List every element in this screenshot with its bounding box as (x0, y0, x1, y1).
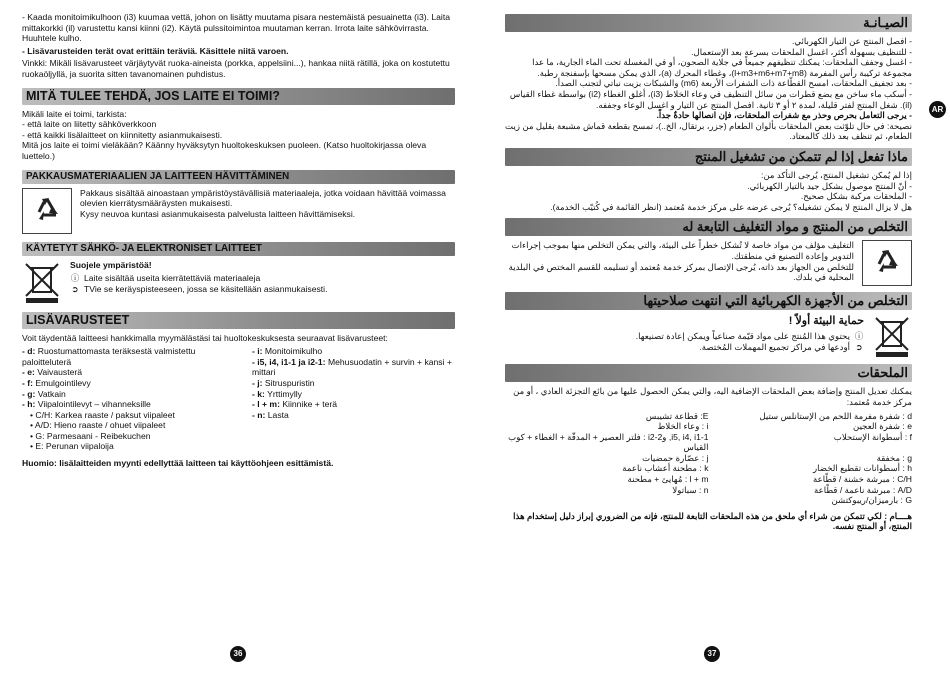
weee-block (22, 260, 455, 304)
recycle-icon (22, 188, 72, 234)
maintenance-tip: نصيحة: في حال تلوّثت بعض الملحقات بألوان الطعام (جزر، برتقال، الخ..)، تمسح بقطعة قماش مشبعة بقليل من زيت الطعام، ثم تنظف بعد ذلك كالمعتاد. (505, 120, 912, 142)
packaging-line-ar: التغليف مؤلف من مواد خاصة لا تُشكل خطراً على البيئة، والتي يمكن التخلص منها بموجب إجراءات التدوير وإعادة التصنيع في منطقتك. (511, 240, 854, 261)
accessory-key: - g: (22, 388, 36, 399)
accessories-list (22, 346, 455, 452)
right-page (475, 0, 950, 674)
maintenance-line: - افصل المنتج عن التيار الكهربائي. (791, 36, 912, 46)
accessory-text: Ruostumattomasta teräksestä valmistettu paloitteluterä (22, 346, 196, 367)
maintenance-line: - بعد تجفيف الملحقات، امسح القطّاعة ذات الشفرات الأربعة (m6) والشبكات بزيت نباتي لتجنب الصدأ. (555, 78, 912, 89)
accessory-text: Sitruspuristin (262, 377, 315, 388)
accessory-text: Monitoimikulho (262, 346, 323, 357)
weee-line (70, 273, 327, 284)
accessory-text: • A/D: Hieno raaste / ohuet viipaleet (30, 420, 166, 431)
accessory-item: j : عصّارة حمضيات (642, 452, 709, 463)
accessory-item (22, 399, 242, 410)
intro-tip: Vinkki: Mikäli lisävarusteet värjäytyvät ruoka-aineista (porkka, appelsiini...), hankaa niitä rätillä, joka on kostutettu ruokaöljyllä, ja suorita sitten tavanomainen puhdistus. (22, 58, 450, 79)
accessory-row (505, 474, 912, 485)
accessory-text: • C/H: Karkea raaste / paksut viipaleet (30, 409, 175, 420)
accessory-item: i5, i4, i1-1, وi2-2 : فلتر العصير + المدقّة + الغطاء + كوب القياس (508, 431, 709, 453)
accessory-key: - k: (252, 388, 265, 399)
maintenance-line: - اغسل وجفف الملحقات: يمكنك تنظيفهم جميعاً في جلاية الصحون، أو في المغسلة تحت الماء الجارية، ما عدا مجموعة تركيبة رأس المفرمة (l+m3+m6+m7+m8)، وغطاء المحرك (a)، الذي يمكن مسحها بإسفنجة رطبة. (532, 57, 912, 78)
accessories-note-ar: هــــام : لكي تتمكن من شراء أي ملحق من هذه الملحقات التابعة للمنتج، فإنه من الضروري إبراز دليل إستخدام هذا المنتج، أو المنتج نفسه. (513, 510, 912, 532)
accessories-heading: LISÄVARUSTEET (22, 312, 455, 329)
packaging-heading: PAKKAUSMATERIAALIEN JA LAITTEEN HÄVITTÄMINEN (22, 170, 455, 184)
maintenance-heading: الصيـانـة (505, 14, 912, 32)
trouble-line-ar: - الملحقات مركبة بشكل صحيح. (800, 191, 912, 202)
accessory-row (505, 495, 912, 506)
maintenance-warning: - يرجى التعامل بحرص وحذر مع شفرات الملحقات، فإن انصالها حادةٌ جداً. (656, 110, 912, 121)
accessory-item: A/D : مبرشة ناعمة / قطّاعة (813, 484, 912, 495)
accessory-row (505, 411, 912, 422)
trouble-line: - että laite on liitetty sähköverkkoon (22, 119, 157, 130)
weee-subheading: Suojele ympäristöä! (70, 259, 152, 270)
accessory-item: d : شفرة مفرمة اللحم من الإستانلس ستيل (759, 410, 912, 421)
weee-text: TVie se keräyspisteeseen, jossa se käsitellään asianmukaisesti. (84, 283, 328, 294)
accessory-item (22, 346, 242, 367)
accessories-heading-ar: الملحقات (505, 364, 912, 382)
trouble-line: Mitä jos laite ei toimi vieläkään? Käänny hyväksytyn huoltokeskuksen puoleen. (Katso huoltokirjassa oleva luettelo.) (22, 140, 427, 161)
weee-line-ar (636, 331, 864, 342)
accessory-text: Lasta (265, 409, 289, 420)
accessory-key: - h: (22, 399, 36, 410)
accessory-row (505, 485, 912, 496)
weee-text-ar: أودعها في مراكز تجميع المهملات المُختصة. (699, 341, 850, 352)
accessory-text: Yrttimylly (264, 388, 302, 399)
accessory-item (252, 378, 455, 389)
accessories-col-1 (22, 346, 242, 452)
trouble-heading: MITÄ TULEE TEHDÄ, JOS LAITE EI TOIMI? (22, 88, 455, 105)
trouble-line-ar: هل لا يزال المنتج لا يمكن تشغيله؟ يُرجى عرضه على مركز خدمة مُعتمد (انظر القائمة في كُتيّب الخدمة). (550, 201, 912, 212)
trouble-heading-ar: ماذا تفعل إذا لم تتمكن من تشغيل المنتج (505, 148, 912, 166)
maintenance-line: - أسكب ماء ساخن مع بضع قطرات من سائل التنظيف في وعاء الخلاط (i3)، أغلق الغطاء (i2) بواسطة غطاء القياس (il). شغل المنتج لفتر قليلة، لمدة ٢ أو ٣ ثانية. افصل المنتج عن التيار و اغسل الوعاء وجففه. (509, 88, 912, 110)
accessory-text: Mehusuodatin + survin + kansi + mittari (252, 356, 452, 378)
trouble-line: - että kaikki lisälaitteet on kiinnitetty asianmukaisesti. (22, 129, 223, 140)
accessory-item (22, 389, 242, 400)
weee-heading-ar: التخلص من الأجهزة الكهربائية التي انتهت صلاحيتها (505, 292, 912, 310)
accessory-text: Vaivausterä (34, 367, 83, 378)
accessory-key: - l + m: (252, 399, 280, 410)
accessory-item: n : سباتولا (672, 484, 709, 495)
crossed-bin-icon (872, 314, 912, 358)
accessory-item: E: قطاعة تشيبس (645, 410, 709, 421)
arrow-icon: ➲ (71, 283, 79, 294)
accessory-item: g : مخفقة (876, 452, 912, 463)
intro-line-2: - Lisävarusteiden terät ovat erittäin teräviä. Käsittele niitä varoen. (22, 45, 289, 56)
accessory-text: Vatkain (35, 388, 66, 399)
packaging-line: Pakkaus sisältää ainoastaan ympäristöystävällisiä materiaaleja, jotka voidaan hävittää voimassa olevien kierrätysmääräysten mukaisesti. (80, 187, 446, 209)
accessory-text: Emulgointilevy (32, 377, 91, 388)
accessory-item (252, 410, 455, 421)
weee-text-ar: يحتوي هذا المُنتج على مواد قيّمة صناعياً ويمكن إعادة تصنيعها. (635, 331, 850, 342)
accessory-item (505, 495, 709, 506)
accessory-item (252, 357, 455, 378)
accessory-row (505, 463, 912, 474)
accessories-intro-ar: يمكنك تعديل المنتج وإضافة بعض الملحقات الإضافية اليه، والتي يمكن الحصول عليها من بائع التجزئة العادي ، أو من مركز خدمة مُعتمد: (513, 386, 912, 407)
weee-line (70, 284, 327, 295)
accessories-col-2 (252, 346, 455, 452)
accessory-row (505, 432, 912, 453)
accessory-key: - j: (252, 377, 263, 388)
accessory-row (505, 453, 912, 464)
packaging-heading-ar: التخلص من المنتج و مواد التغليف التابعة له (505, 218, 912, 236)
accessory-item: i : وعاء الخلاط (657, 421, 709, 432)
accessory-key: - f: (22, 377, 33, 388)
accessory-text: Kiinnike + terä (279, 399, 338, 410)
accessory-item (22, 431, 242, 442)
arrow-icon: ➲ (855, 341, 863, 352)
accessories-list-ar (505, 411, 912, 506)
accessory-item: C/H : مبرشة خشنة / قطّاعة (813, 474, 912, 485)
accessory-item (252, 399, 455, 410)
accessories-note: Huomio: lisälaitteiden myynti edellyttää laitteen tai käyttöohjeen esittämistä. (22, 458, 334, 469)
packaging-block (22, 188, 455, 234)
weee-text: Laite sisältää useita kierrätettäviä materiaaleja (84, 273, 261, 284)
accessory-item (252, 346, 455, 357)
accessory-item (22, 410, 242, 421)
weee-line-ar (636, 342, 864, 353)
accessory-item: l + m : مُهايئ + مطحنة (627, 474, 709, 485)
accessory-item: f : أسطوانة الإستحلاب (833, 431, 912, 442)
accessory-item (252, 389, 455, 400)
info-icon: ⓘ (70, 273, 80, 284)
accessory-key: - d: (22, 346, 36, 357)
info-icon: ⓘ (854, 331, 864, 342)
packaging-block-ar (505, 240, 912, 286)
page-number: 37 (704, 646, 720, 662)
accessory-item: k : مطحنة أعشاب ناعمة (622, 463, 709, 474)
accessory-text: • E: Perunan viipaloija (30, 441, 114, 452)
accessory-row (505, 421, 912, 432)
page-number: 36 (230, 646, 246, 662)
accessory-key: - n: (252, 409, 266, 420)
packaging-line: Kysy neuvoa kuntasi asianmukaisesta palvelusta laitteen hävittämiseksi. (80, 208, 356, 219)
recycle-icon (862, 240, 912, 286)
maintenance-line: - للتنظيف بسهولة أكثر، اغسل الملحقات بسرعة بعد الإستعمال. (691, 46, 912, 57)
accessory-item (22, 441, 242, 452)
accessory-key: - i: (252, 346, 263, 357)
crossed-bin-icon (22, 260, 62, 304)
accessory-item (22, 367, 242, 378)
accessories-intro: Voit täydentää laitteesi hankkimalla myymälästäsi tai huoltokeskuksesta seuraavat lisävarusteet: (22, 332, 388, 343)
trouble-line-ar: إذا لم يُمكن تشغيل المنتج، يُرجى التأكد من: (760, 169, 912, 180)
accessory-text: • G: Parmesaani - Reibekuchen (30, 430, 151, 441)
accessory-item: G : بارميزان/ريبوكتشن (831, 495, 912, 506)
accessory-item: h : أسطوانات تقطيع الخضار (812, 463, 912, 474)
accessory-key: - i5, i4, i1-1 ja i2-1: (252, 356, 326, 367)
accessory-item (22, 378, 242, 389)
packaging-line-ar: للتخلص من الجهاز بعد ذاته، يُرجى الإتصال بمركز خدمة مُعتمد أو تسليمه للقسم المختص في البلدية المحلية في بلدك. (508, 261, 854, 283)
weee-heading: KÄYTETYT SÄHKÖ- JA ELEKTRONISET LAITTEET (22, 242, 455, 256)
accessory-item: e : شفرة العجين (853, 421, 912, 432)
trouble-line-ar: - أنّ المنتج موصول بشكل جيد بالتيار الكهربائي. (747, 180, 912, 191)
language-badge: AR (929, 101, 946, 118)
trouble-line: Mikäli laite ei toimi, tarkista: (22, 108, 127, 119)
accessory-text: Viipalointilevyt – vihanneksille (35, 399, 151, 410)
weee-block-ar (505, 314, 912, 358)
accessory-key: - e: (22, 367, 35, 378)
intro-line-1: - Kaada monitoimikulhoon (i3) kuumaa vettä, johon on lisätty muutama pisara nestemäistä pesuainetta (i3). Laita mittakorkki (il) varustettu kansi kiinni (i2). Käytä pulssitoimintoa muutaman kerran. Irrota laite sähkövirrasta. Huuhtele kulho. (22, 12, 451, 44)
weee-subheading-ar: حماية البيئة أولاً ! (788, 315, 864, 328)
accessory-item (22, 420, 242, 431)
